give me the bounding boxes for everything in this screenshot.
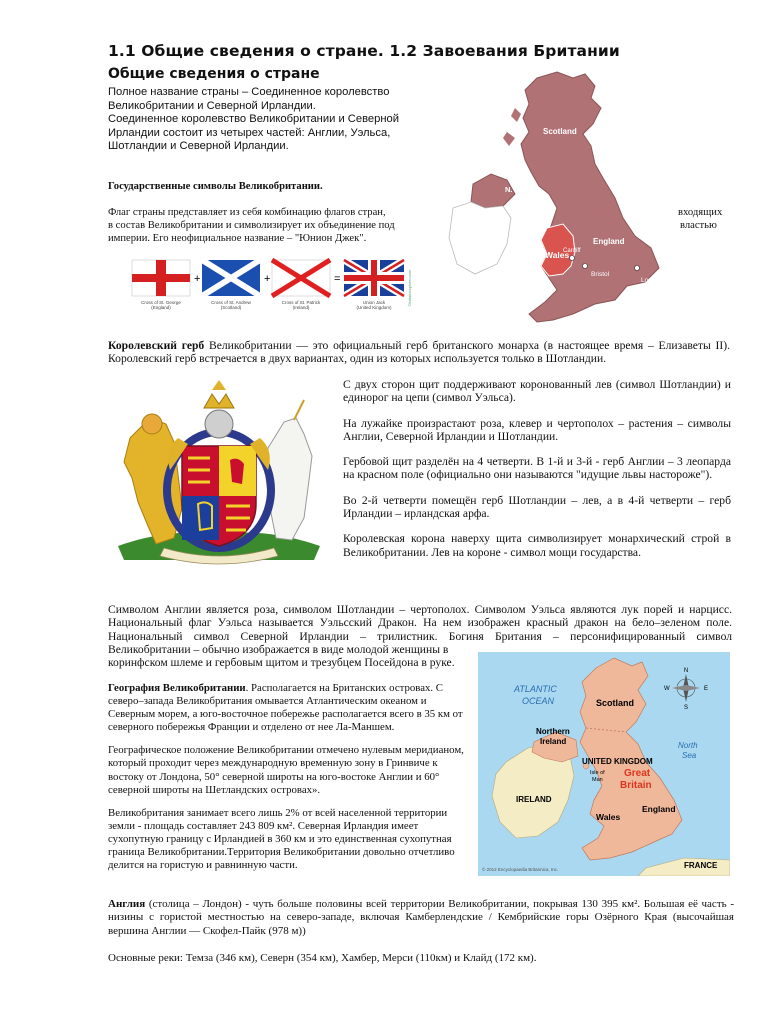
uk-map-2-svg bbox=[478, 652, 730, 876]
section-heading: Общие сведения о стране bbox=[108, 66, 320, 82]
symbols-heading: Государственные символы Великобритании. bbox=[108, 181, 323, 192]
rivers-line: Основные реки: Темза (346 км), Северн (354 км), Хамбер, Мерси (110км) и Клайд (172 км). bbox=[108, 952, 537, 964]
map2-atlantic-1: ATLANTIC bbox=[514, 684, 557, 694]
plus-1: + bbox=[194, 273, 201, 285]
geo-paragraph-3: Великобритания занимает всего лишь 2% от всей населенной территории земли - площадь составляет 243 809 км². Северная Ирландия имеет сухопутную границу с Ирландией в 360 км и это единственная сухопутная граница Великобритании.Территория Великобритании довольно отчетливо делится на гористую и равнинную части. bbox=[108, 806, 455, 872]
compass-e: E bbox=[704, 686, 709, 692]
map2-northsea-2: Sea bbox=[682, 751, 697, 760]
flag-text-line-3: империи. Его неофициальное название – "Юнион Джек". bbox=[108, 233, 367, 244]
union-jack-flag bbox=[344, 260, 404, 296]
flag-caption-4b: (United Kingdom) bbox=[356, 305, 392, 310]
coat-of-arms-image bbox=[108, 378, 330, 570]
coat-intro bbox=[108, 339, 730, 366]
england-paragraph bbox=[108, 898, 734, 938]
intro-line-1: Полное название страны – Соединенное королевство Великобритании и Северной Ирландии. bbox=[108, 86, 390, 112]
uk-map-1 bbox=[445, 68, 677, 332]
page-title: 1.1 Общие сведения о стране. 1.2 Завоевания Британии bbox=[108, 42, 620, 60]
england-heading: Англия bbox=[108, 898, 146, 910]
flag-caption-1a: Cross of St. George bbox=[141, 300, 181, 305]
symbols-line-3: Национальный символ Северной Ирландии – трилистник. Богиня Британия – персонифицированный символ bbox=[108, 629, 732, 643]
flags-strip bbox=[130, 258, 416, 318]
map2-atlantic-2: OCEAN bbox=[522, 696, 555, 706]
geo-paragraph-2: Географическое положение Великобритании отмечено нулевым меридианом, который проходит через международную временную зону в Гринвиче к востоку от Лондона, 50° северной широты на юго-востоке Англии и 60° северной широты на Шетландских островах». bbox=[108, 744, 464, 796]
coat-heading: Королевский герб bbox=[108, 339, 205, 352]
flag-caption-3a: Cross of St. Patrick bbox=[281, 300, 321, 305]
uk-map-2 bbox=[478, 652, 730, 876]
map2-isle-2: Man bbox=[592, 777, 603, 783]
equals-sign: = bbox=[334, 273, 341, 285]
coat-paragraph-3: Гербовой щит разделён на 4 четверти. В 1-й и 3-й - герб Англии – 3 леопарда на красном поле (официально они называются "идущие львы настороже"). bbox=[343, 455, 731, 482]
flags-illustration bbox=[130, 258, 416, 318]
map1-label-england: England bbox=[593, 237, 625, 246]
map2-copyright: © 2012 Encyclopaedia Britannica, Inc. bbox=[482, 867, 559, 872]
flag-caption-2a: Cross of St. Andrew bbox=[211, 300, 251, 305]
flag-text-line-1-end: входящих bbox=[678, 207, 723, 218]
map2-england: England bbox=[642, 804, 676, 814]
st-patrick-flag bbox=[272, 260, 330, 296]
intro-block bbox=[108, 86, 428, 154]
map1-label-wales: Wales bbox=[545, 250, 570, 260]
coat-paragraph-1: С двух сторон щит поддерживают коронованный лев (символ Шотландии) и единорог на цепи (символ Уэльса). bbox=[343, 378, 731, 405]
england-flag bbox=[132, 260, 190, 296]
geo-paragraph-1 bbox=[108, 682, 466, 734]
map2-isle-1: Isle of bbox=[590, 770, 605, 776]
england-paragraph-text: (столица – Лондон) - чуть больше половины всей территории Великобритании, покрывая 130 395 км². Большая её часть - низины с гористой местностью на северо-западе, включая Камберлендские / Кембрийские горы Озёрного Края (высочайшая вершина Англии — Скофел-Пайк (978 м)) bbox=[108, 898, 734, 937]
coat-intro-text: Великобритании — это официальный герб британского монарха (в настоящее время – Елизаветы II). Королевский герб встречается в двух вариантах, один из которых используется только в Шотландии. bbox=[108, 339, 730, 366]
coat-paragraph-2: На лужайке произрастают роза, клевер и чертополох – растения – символы Англии, Северной Ирландии и Шотландии. bbox=[343, 416, 731, 443]
coat-paragraph-4: Во 2-й четверти помещён герб Шотландии – лев, а в 4-й четверти – герб Ирландии – ирландская арфа. bbox=[343, 493, 731, 521]
geo-heading: География Великобритании bbox=[108, 682, 246, 694]
map2-uk: UNITED KINGDOM bbox=[582, 757, 653, 766]
flag-caption-1b: (England) bbox=[151, 305, 171, 310]
geography-column bbox=[108, 682, 466, 872]
compass-s: S bbox=[683, 705, 689, 711]
coat-of-arms-svg bbox=[108, 378, 330, 570]
compass-w: W bbox=[664, 686, 670, 692]
map1-label-nireland: N. Ireland bbox=[505, 185, 540, 194]
coat-paragraph-5: Королевская корона наверху щита символизирует монархический строй в Великобритании. Лев на короне - символ мощи государства. bbox=[343, 532, 731, 559]
map1-label-london: London bbox=[641, 277, 663, 284]
map2-scotland: Scotland bbox=[596, 698, 635, 708]
map2-wales: Wales bbox=[596, 812, 621, 822]
map2-gb-1: Great bbox=[624, 768, 651, 779]
map2-nireland-1: Northern bbox=[536, 727, 570, 736]
plus-2: + bbox=[264, 273, 271, 285]
flag-text-line-1: Флаг страны представляет из себя комбинацию флагов стран, bbox=[108, 207, 386, 218]
symbols-line-2: Национальный флаг Уэльса называется Уэльсский Дракон. На нем изображен красный дракон на бело–зеленом поле. bbox=[108, 616, 732, 630]
symbols-line-1: Символом Англии является роза, символом Шотландии – чертополох. Символом Уэльса являются лук порей и нарцисс. bbox=[108, 603, 732, 616]
map2-nireland-2: Ireland bbox=[540, 737, 567, 746]
flag-caption-2b: (Scotland) bbox=[220, 305, 242, 310]
map2-ireland: IRELAND bbox=[516, 795, 552, 804]
uk-map-1-svg bbox=[445, 68, 677, 332]
map2-france-label: FRANCE bbox=[684, 861, 718, 870]
flag-text-line-2: в состав Великобритании и символизирует их объединение под bbox=[108, 220, 395, 231]
intro-line-2: Соединенное королевство Великобритании и Северной Ирландии состоит из четырех частей: Англии, Уэльса, Шотландии и Северной Ирландии. bbox=[108, 113, 400, 152]
map1-label-bristol: Bristol bbox=[591, 271, 610, 278]
symbols-line-4: Великобритании – обычно изображается в виде молодой женщины в bbox=[108, 642, 449, 656]
map2-northsea-1: North bbox=[678, 741, 698, 750]
scotland-flag bbox=[202, 260, 260, 296]
flag-caption-4a: Union Jack bbox=[362, 300, 386, 305]
flag-text-line-2-end: властью bbox=[680, 220, 717, 231]
coat-paragraphs bbox=[343, 378, 731, 559]
map2-gb-2: Britain bbox=[620, 780, 652, 791]
map1-label-scotland: Scotland bbox=[543, 127, 577, 136]
map1-label-cardiff: Cardiff bbox=[563, 248, 581, 254]
symbols-line-5: коринфском шлеме и гербовым щитом и трезубцем Посейдона в руке. bbox=[108, 656, 455, 670]
flag-watermark: ©britainexplorer.com bbox=[407, 269, 412, 307]
geo-paragraph-1-text: . Располагается на Британских островах. С северо–запада Великобритания омывается Атлантическим океаном и Северным морем, а юго-восточное побережье располагается всего в 35 км от северного побережья Франции и отделено от нее Ла-Маншем. bbox=[108, 682, 463, 734]
flag-caption-3b: (Ireland) bbox=[292, 305, 310, 310]
compass-n: N bbox=[683, 668, 689, 674]
